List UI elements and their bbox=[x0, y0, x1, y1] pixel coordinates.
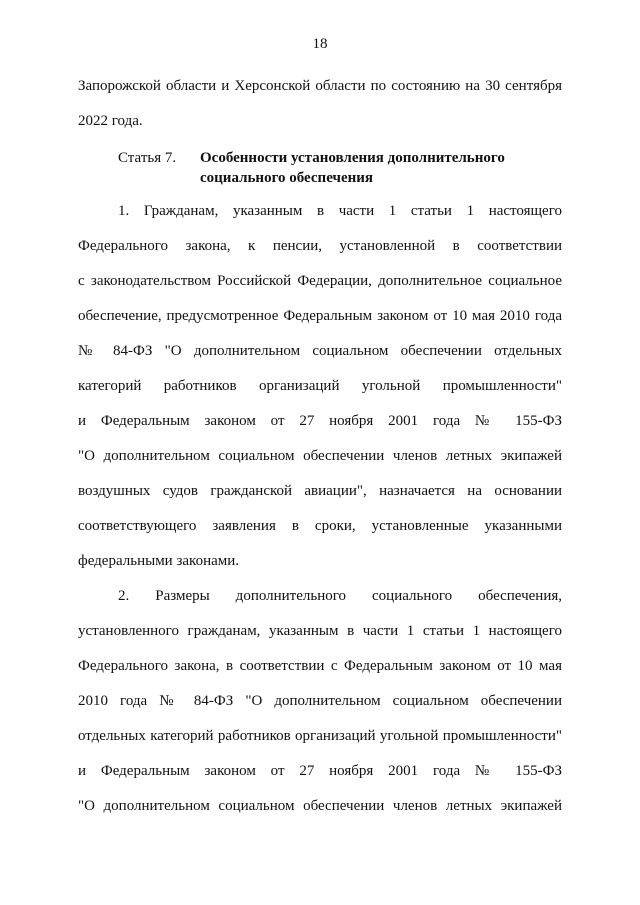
paragraph-2-line: отдельных категорий работников организаций угольной промышленности" bbox=[78, 728, 562, 744]
paragraph-1-line: категорий работников организаций угольной промышленности" bbox=[78, 378, 562, 394]
paragraph-1-line: "О дополнительном социальном обеспечении членов летных экипажей bbox=[78, 448, 562, 464]
paragraph-1-line: Федерального закона, к пенсии, установленной в соответствии bbox=[78, 238, 562, 254]
paragraph-2-line: "О дополнительном социальном обеспечении членов летных экипажей bbox=[78, 798, 562, 814]
paragraph-1-line: с законодательством Российской Федерации, дополнительное социальное bbox=[78, 273, 562, 289]
article-title-line: социального обеспечения bbox=[200, 170, 373, 186]
paragraph-1-line: № 84-ФЗ "О дополнительном социальном обеспечении отдельных bbox=[78, 343, 562, 359]
paragraph-1-line: соответствующего заявления в сроки, установленные указанными bbox=[78, 518, 562, 534]
paragraph-2-line: 2. Размеры дополнительного социального обеспечения, bbox=[118, 588, 562, 604]
paragraph-2-line: и Федеральным законом от 27 ноября 2001 года № 155-ФЗ bbox=[78, 763, 562, 779]
paragraph-1-line: и Федеральным законом от 27 ноября 2001 года № 155-ФЗ bbox=[78, 413, 562, 429]
paragraph-1-line: воздушных судов гражданской авиации", назначается на основании bbox=[78, 483, 562, 499]
paragraph-1-line: 1. Гражданам, указанным в части 1 статьи 1 настоящего bbox=[118, 203, 562, 219]
body-text-line: Запорожской области и Херсонской области по состоянию на 30 сентября bbox=[78, 78, 562, 94]
paragraph-2-line: Федерального закона, в соответствии с Федеральным законом от 10 мая bbox=[78, 658, 562, 674]
paragraph-1-line: федеральными законами. bbox=[78, 553, 240, 569]
article-title bbox=[200, 148, 560, 188]
article-label: Статья 7. bbox=[118, 150, 177, 166]
paragraph-1-line: обеспечение, предусмотренное Федеральным законом от 10 мая 2010 года bbox=[78, 308, 562, 324]
article-title-line: Особенности установления дополнительного bbox=[200, 150, 505, 166]
page-number: 18 bbox=[312, 36, 328, 52]
paragraph-2-line: 2010 года № 84-ФЗ "О дополнительном социальном обеспечении bbox=[78, 693, 562, 709]
body-text-line: 2022 года. bbox=[78, 113, 143, 129]
paragraph-2-line: установленного гражданам, указанным в части 1 статьи 1 настоящего bbox=[78, 623, 562, 639]
